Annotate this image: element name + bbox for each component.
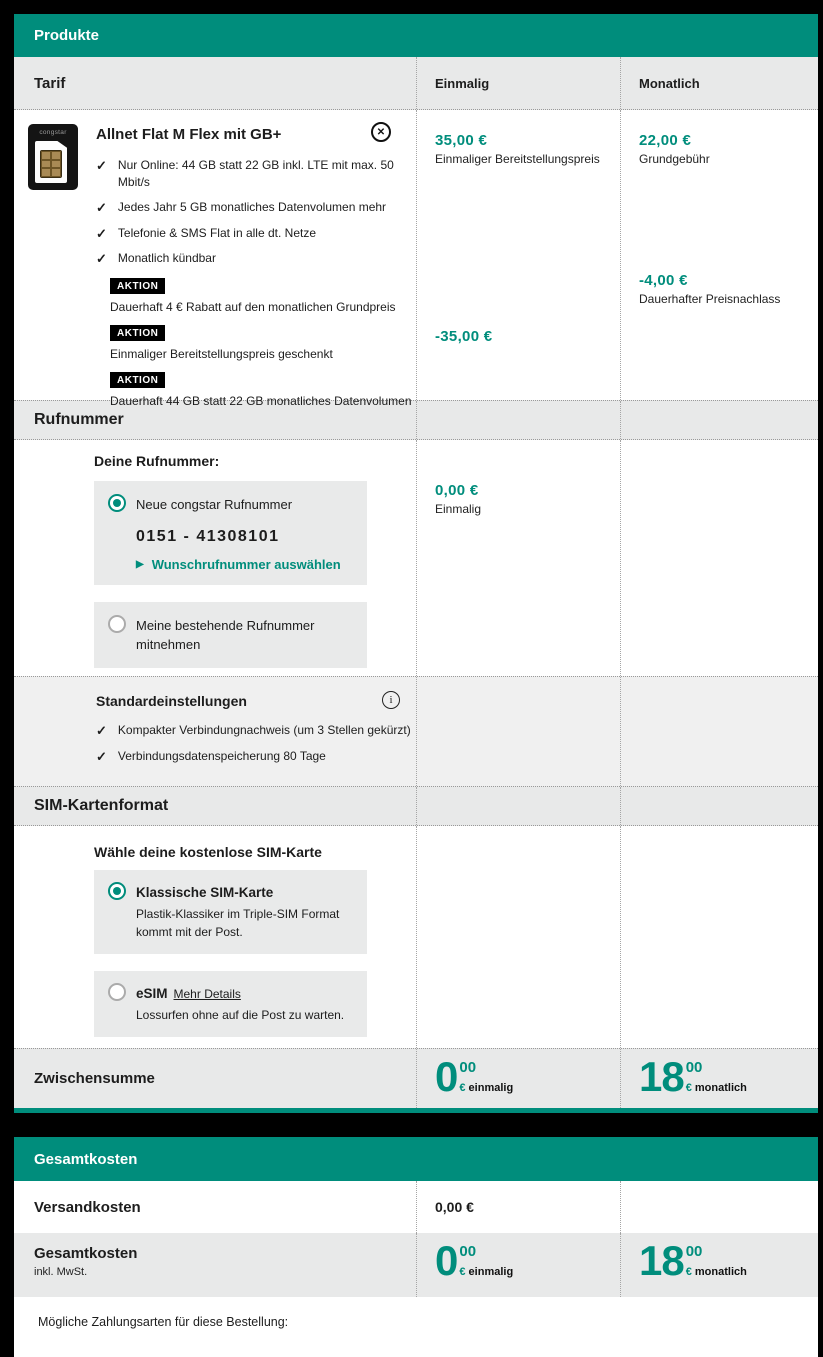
- currency-symbol: €: [459, 1081, 466, 1094]
- aktion-text: Dauerhaft 44 GB statt 22 GB monatliches Datenvolumen: [110, 394, 412, 408]
- monatlich-price-label: Grundgebühr: [639, 152, 710, 166]
- aktion-text: Einmaliger Bereitstellungspreis geschenkt: [110, 347, 333, 361]
- product-feature-list: [96, 157, 396, 269]
- rufnummer-cell: [14, 440, 416, 676]
- option-classic-sim[interactable]: [94, 870, 367, 954]
- empty-cell: [416, 826, 620, 1048]
- check-icon: ✓: [96, 723, 107, 738]
- discount-einmalig-price: -35,00 €: [435, 328, 493, 345]
- grand-total-monatlich-cell: [620, 1233, 818, 1297]
- feature-item: [96, 157, 396, 192]
- price-cents: 00: [459, 1243, 477, 1260]
- standard-settings-title: Standardeinstellungen: [96, 693, 247, 709]
- price-cents: 00: [685, 1059, 703, 1076]
- empty-cell: [620, 677, 818, 786]
- empty-cell: [620, 401, 818, 439]
- rufnummer-price-block: [435, 482, 481, 516]
- check-icon: ✓: [96, 199, 107, 215]
- classic-sim-desc: Plastik-Klassiker im Triple-SIM Format kommt mit der Post.: [136, 907, 340, 939]
- assigned-phone-number: 0151 - 41308101: [136, 527, 280, 545]
- totals-title: Gesamtkosten: [34, 1150, 138, 1168]
- einmalig-price: 35,00 €: [435, 132, 488, 149]
- vat-note: inkl. MwSt.: [34, 1266, 88, 1278]
- price-main: 18: [639, 1237, 684, 1284]
- price-main: 18: [639, 1053, 684, 1100]
- sim-format-cell: [14, 826, 416, 1048]
- shipping-row: [14, 1181, 818, 1233]
- wish-number-link[interactable]: [136, 557, 353, 572]
- price-cents: 00: [685, 1243, 703, 1260]
- triangle-icon: ▶: [136, 558, 144, 570]
- totals-card-header: [14, 1137, 818, 1181]
- grand-total-einmalig-cell: [416, 1233, 620, 1297]
- price-unit: monatlich: [694, 1081, 747, 1094]
- aktion-text: Dauerhaft 4 € Rabatt auf den monatlichen Grundpreis: [110, 300, 396, 314]
- product-title: Allnet Flat M Flex mit GB+: [96, 126, 282, 143]
- radio-esim[interactable]: [108, 983, 126, 1001]
- esim-title-text: eSIM: [136, 986, 168, 1001]
- feature-text: Jedes Jahr 5 GB monatliches Datenvolumen mehr: [117, 199, 387, 214]
- feature-item: [96, 225, 396, 244]
- standard-item-text: Kompakter Verbindungnachweis (um 3 Stellen gekürzt): [117, 723, 411, 737]
- price-cents: 00: [459, 1059, 477, 1076]
- payment-row: [14, 1297, 818, 1357]
- currency-symbol: €: [685, 1265, 692, 1278]
- empty-cell: [620, 826, 818, 1048]
- column-header-tarif: Tarif: [34, 74, 66, 92]
- sim-format-section-header: [14, 786, 818, 826]
- standard-item: [96, 748, 416, 767]
- empty-cell: [416, 787, 620, 825]
- table-header-row: [14, 57, 818, 110]
- check-icon: ✓: [96, 251, 107, 267]
- product-monatlich-cell: [620, 110, 818, 400]
- aktion-badge: AKTION: [110, 278, 165, 294]
- option-esim[interactable]: [94, 971, 367, 1037]
- radio-port-number-label: Meine bestehende Rufnummer mitnehmen: [136, 617, 315, 652]
- sim-chip: [40, 150, 62, 178]
- subtotal-einmalig-price: [435, 1053, 514, 1100]
- price-main: 0: [435, 1053, 458, 1100]
- shipping-label: Versandkosten: [34, 1198, 141, 1216]
- column-header-monatlich: Monatlich: [620, 57, 818, 109]
- feature-text: Monatlich kündbar: [117, 251, 216, 266]
- feature-item: [96, 199, 396, 218]
- aktion-badge: AKTION: [110, 325, 165, 341]
- check-icon: ✓: [96, 225, 107, 241]
- grand-total-row: [14, 1233, 818, 1297]
- feature-text: Nur Online: 44 GB statt 22 GB inkl. LTE mit max. 50 Mbit/s: [117, 158, 394, 190]
- remove-product-icon[interactable]: ✕: [371, 122, 391, 142]
- standard-settings-list: [96, 722, 416, 767]
- standard-item: [96, 722, 416, 741]
- empty-cell: [416, 677, 620, 786]
- einmalig-price-block: [435, 132, 600, 166]
- subtotal-monatlich-price: [639, 1053, 747, 1100]
- sim-card-image: [28, 124, 78, 190]
- currency-symbol: €: [459, 1265, 466, 1278]
- esim-desc: Lossurfen ohne auf die Post zu warten.: [136, 1008, 345, 1023]
- feature-text: Telefonie & SMS Flat in alle dt. Netze: [117, 225, 316, 240]
- radio-new-number[interactable]: [108, 494, 126, 512]
- aktion-badge: AKTION: [110, 372, 165, 388]
- rufnummer-label: Deine Rufnummer:: [94, 453, 220, 469]
- option-port-number[interactable]: [94, 602, 367, 668]
- payment-methods-label: Mögliche Zahlungsarten für diese Bestellung:: [38, 1315, 289, 1329]
- monatlich-price: 22,00 €: [639, 132, 692, 149]
- standard-settings-cell: [14, 677, 416, 786]
- subtotal-einmalig-cell: [416, 1049, 620, 1108]
- radio-port-number[interactable]: [108, 615, 126, 633]
- rufnummer-einmalig-cell: [416, 440, 620, 676]
- esim-title: [136, 983, 241, 1004]
- radio-classic-sim[interactable]: [108, 882, 126, 900]
- price-unit: einmalig: [468, 1081, 514, 1094]
- price-unit: einmalig: [468, 1265, 514, 1278]
- info-icon[interactable]: i: [382, 691, 400, 709]
- product-row: [14, 110, 818, 408]
- currency-symbol: €: [685, 1081, 692, 1094]
- column-header-einmalig: Einmalig: [416, 57, 620, 109]
- sim-choose-label: Wähle deine kostenlose SIM-Karte: [94, 844, 322, 860]
- radio-new-number-label: Neue congstar Rufnummer: [136, 497, 293, 512]
- option-new-number[interactable]: [94, 481, 367, 585]
- sim-format-row: [14, 826, 818, 1048]
- esim-details-link[interactable]: Mehr Details: [173, 987, 241, 1001]
- grand-total-label: Gesamtkosten: [34, 1245, 138, 1262]
- monatlich-price-block: [639, 132, 710, 166]
- rufnummer-price: 0,00 €: [435, 482, 479, 499]
- empty-cell: [416, 401, 620, 439]
- standard-item-text: Verbindungsdatenspeicherung 80 Tage: [117, 748, 326, 763]
- totals-card: [14, 1137, 818, 1357]
- einmalig-price-label: Einmaliger Bereitstellungspreis: [435, 152, 600, 166]
- sim-brand-label: congstar: [39, 129, 67, 136]
- product-einmalig-cell: [416, 110, 620, 400]
- classic-sim-title: Klassische SIM-Karte: [136, 885, 274, 900]
- subtotal-row: [14, 1048, 818, 1108]
- sim-format-section-title: SIM-Kartenformat: [34, 797, 169, 814]
- rufnummer-section-title: Rufnummer: [34, 411, 124, 428]
- grand-total-monatlich-price: [639, 1237, 747, 1284]
- feature-item: [96, 250, 396, 269]
- subtotal-label: Zwischensumme: [34, 1070, 155, 1087]
- products-card-header: [14, 14, 818, 57]
- price-unit: monatlich: [694, 1265, 747, 1278]
- shipping-value: 0,00 €: [416, 1181, 620, 1233]
- products-card: [14, 14, 818, 1113]
- aktion-list: [110, 276, 420, 417]
- products-title: Produkte: [34, 27, 100, 44]
- discount-monatlich-block: [639, 272, 780, 306]
- check-icon: ✓: [96, 748, 107, 764]
- check-icon: ✓: [96, 158, 107, 173]
- empty-cell: [620, 440, 818, 676]
- discount-monatlich-price: -4,00 €: [639, 272, 688, 289]
- rufnummer-price-label: Einmalig: [435, 502, 482, 516]
- empty-cell: [620, 787, 818, 825]
- standard-settings-row: [14, 676, 818, 786]
- subtotal-monatlich-cell: [620, 1049, 818, 1108]
- empty-cell: [620, 1181, 818, 1233]
- wish-number-link-label: Wunschrufnummer auswählen: [151, 556, 341, 572]
- discount-monatlich-label: Dauerhafter Preisnachlass: [639, 292, 781, 306]
- rufnummer-row: [14, 440, 818, 676]
- discount-einmalig-block: [435, 328, 492, 345]
- grand-total-einmalig-price: [435, 1237, 514, 1284]
- grand-total-cell: [14, 1233, 416, 1297]
- price-main: 0: [435, 1237, 458, 1284]
